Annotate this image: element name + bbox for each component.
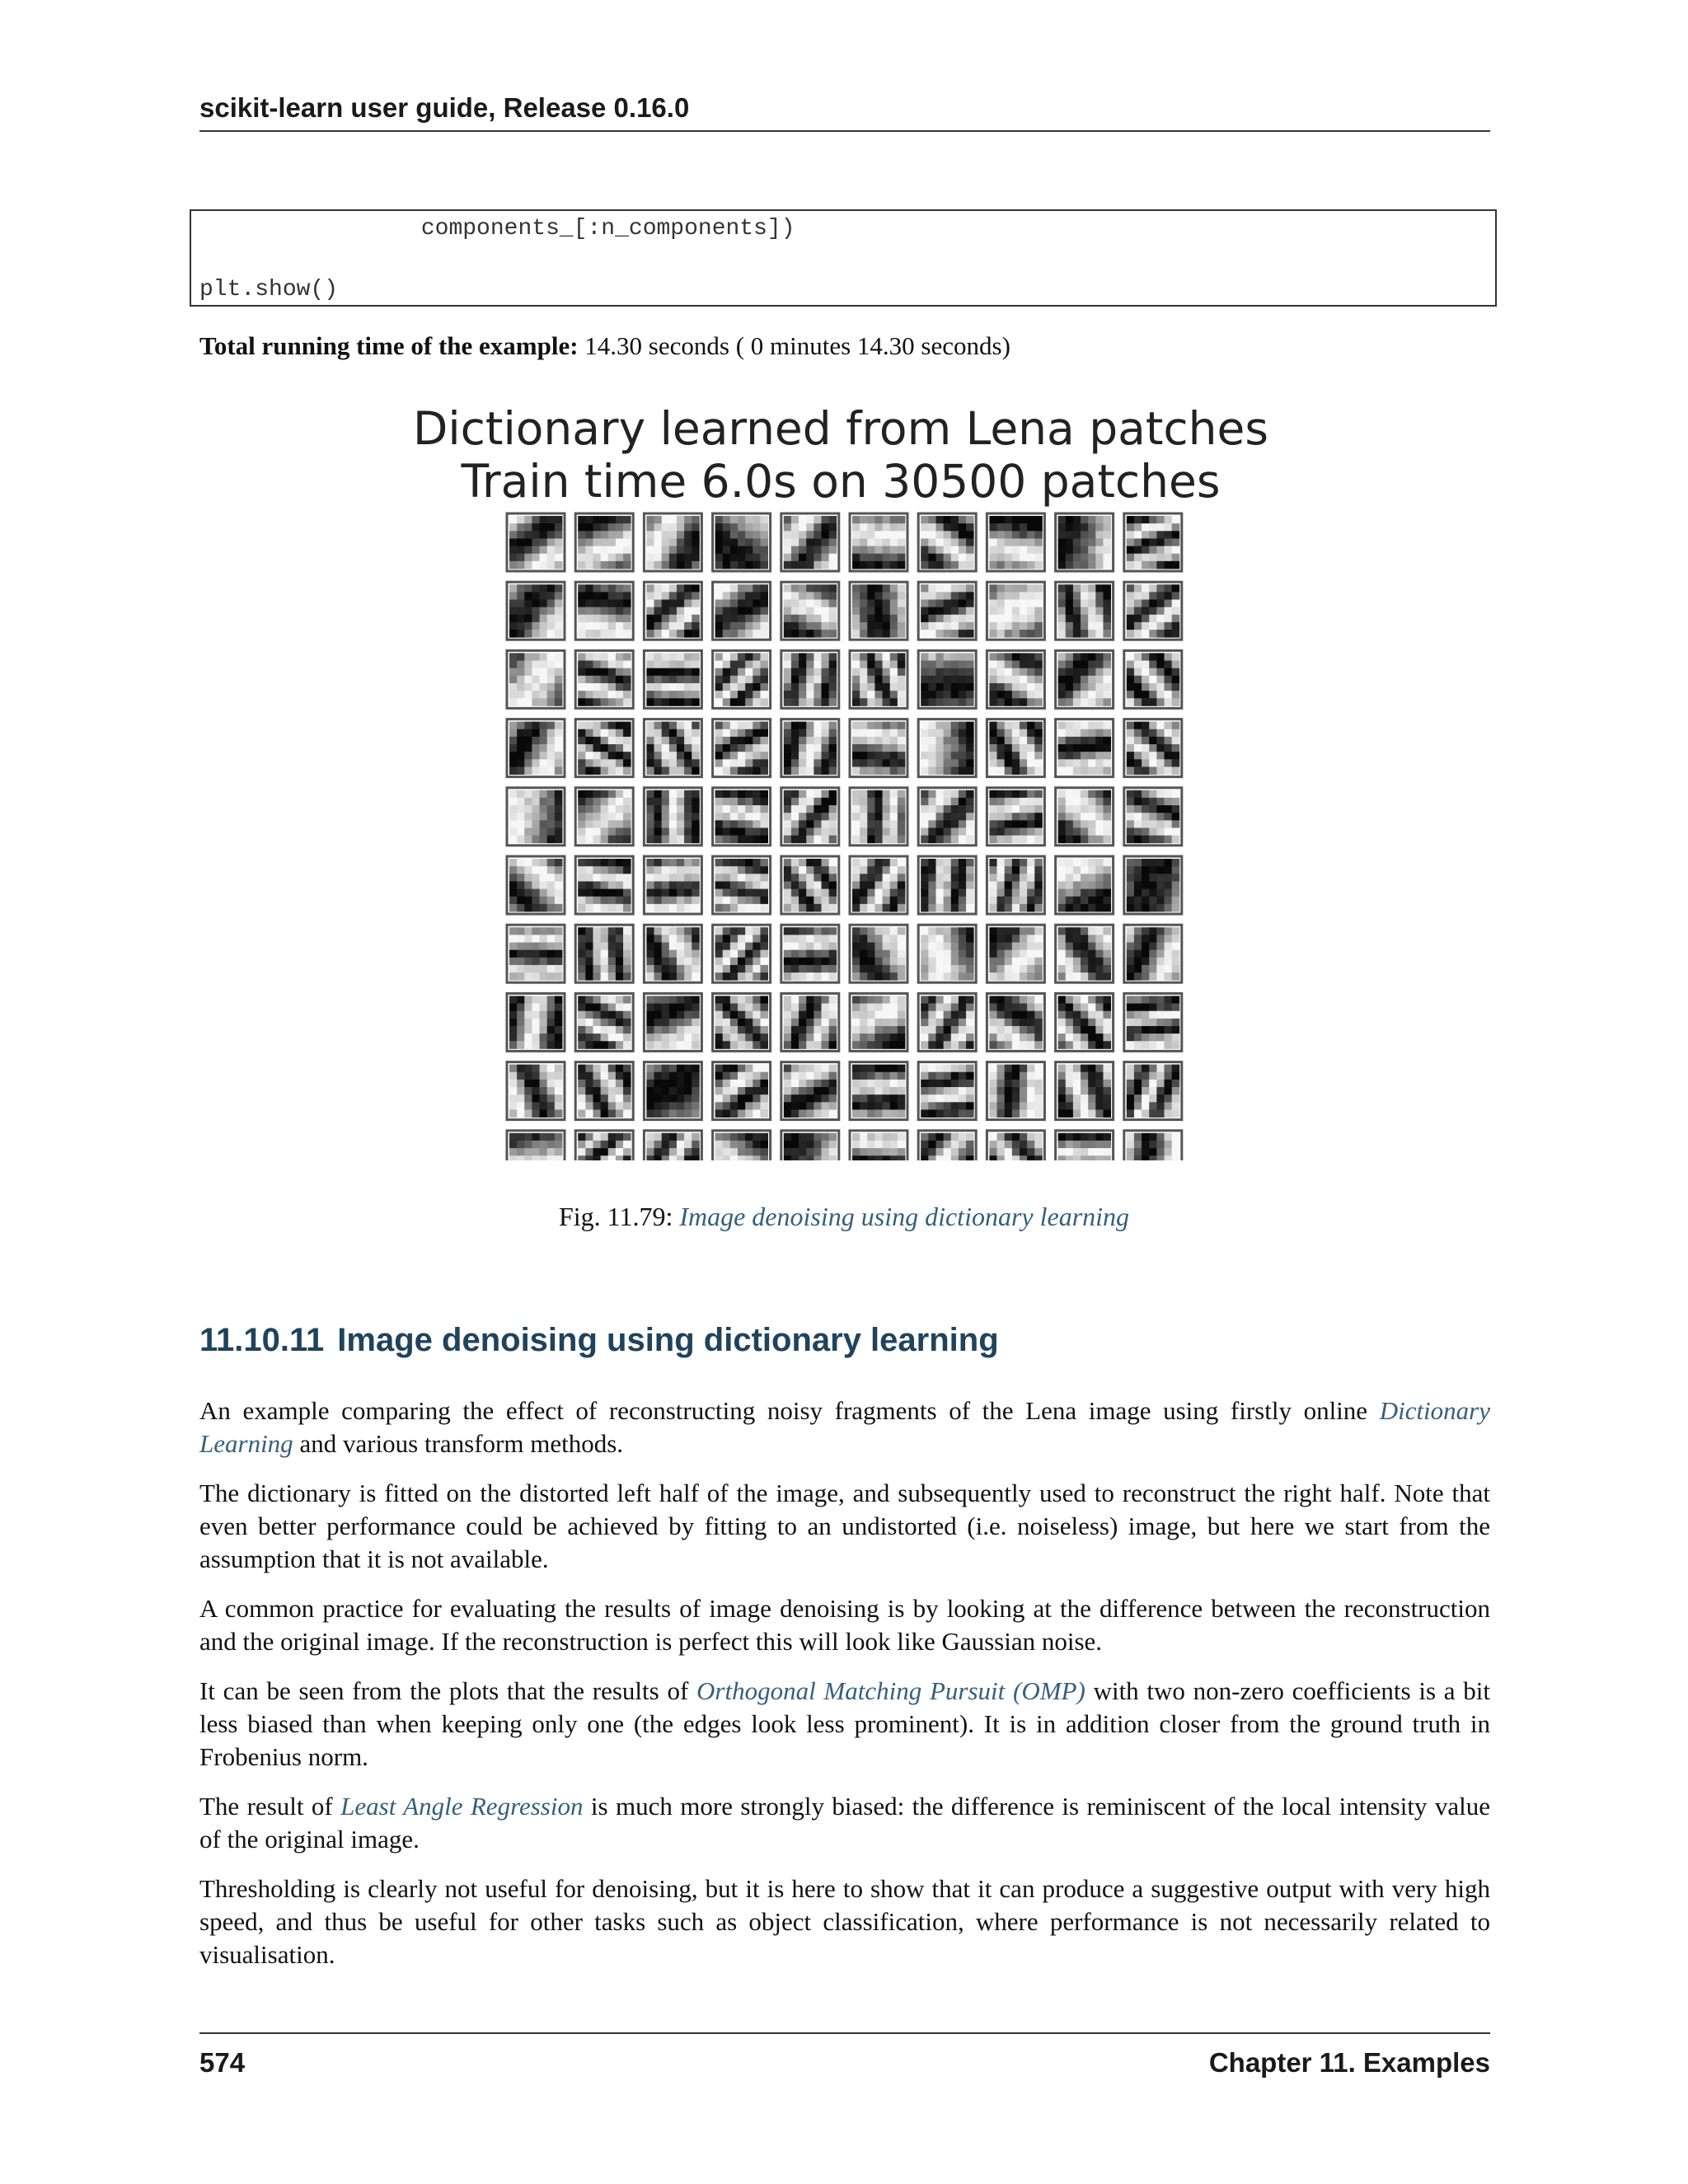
dictionary-patch	[507, 582, 565, 640]
dictionary-patch	[850, 788, 907, 846]
section-heading	[199, 1322, 999, 1359]
dictionary-patch	[850, 650, 907, 708]
dictionary-patch	[987, 513, 1044, 571]
dictionary-patch	[507, 1062, 565, 1120]
running-time-label: Total running time of the example:	[199, 331, 579, 360]
dictionary-patch	[781, 650, 839, 708]
dictionary-patch	[850, 925, 907, 982]
dictionary-patch	[850, 856, 907, 914]
figure-caption-prefix: Fig. 11.79:	[558, 1202, 680, 1231]
page-number: 574	[199, 2047, 246, 2078]
dictionary-patch	[1124, 993, 1182, 1051]
dictionary-patch	[781, 788, 839, 846]
section-title: Image denoising using dictionary learning	[337, 1322, 999, 1358]
dictionary-patch	[644, 993, 701, 1051]
dictionary-learning-link[interactable]: Dictionary Learning	[199, 1396, 1490, 1458]
dictionary-patch	[918, 513, 976, 571]
dictionary-patch	[575, 856, 633, 914]
dictionary-patch	[713, 856, 771, 914]
dictionary-patch	[713, 1062, 771, 1120]
dictionary-patch	[987, 925, 1044, 982]
dictionary-patch	[713, 925, 771, 982]
page-footer	[199, 2032, 1490, 2078]
figure-title-line: Dictionary learned from Lena patches	[413, 402, 1268, 455]
dictionary-patch	[1056, 925, 1114, 982]
chapter-label: Chapter 11. Examples	[1208, 2047, 1490, 2078]
paragraph	[199, 1675, 1490, 1774]
paragraph: A common practice for evaluating the results of image denoising is by looking at the difference between the reconstruction and the original image. If the reconstruction is perfect this will look like Gaussian noise.	[199, 1594, 1490, 1656]
dictionary-patch	[918, 856, 976, 914]
dictionary-patch	[781, 719, 839, 777]
dictionary-patch	[918, 993, 976, 1051]
dictionary-patch	[781, 856, 839, 914]
dictionary-patch	[507, 856, 565, 914]
dictionary-patch	[1056, 993, 1114, 1051]
dictionary-patch	[1124, 925, 1182, 982]
dictionary-patch	[575, 582, 633, 640]
dictionary-patch	[575, 719, 633, 777]
dictionary-patch	[781, 1062, 839, 1120]
dictionary-patch	[644, 1062, 701, 1120]
code-block	[190, 209, 1497, 307]
dictionary-patch	[713, 719, 771, 777]
dictionary-patch	[644, 1131, 701, 1160]
dictionary-patch	[575, 993, 633, 1051]
dictionary-patch	[850, 582, 907, 640]
dictionary-patch	[1124, 513, 1182, 571]
dictionary-patch	[918, 1062, 976, 1120]
dictionary-patch	[575, 925, 633, 982]
dictionary-patch	[987, 719, 1044, 777]
dictionary-patch	[507, 1131, 565, 1160]
dictionary-patch	[850, 513, 907, 571]
dictionary-patch	[507, 650, 565, 708]
dictionary-patch	[1056, 513, 1114, 571]
dictionary-patch	[918, 650, 976, 708]
dictionary-patch	[1124, 856, 1182, 914]
dictionary-patch	[987, 582, 1044, 640]
dictionary-patch	[644, 788, 701, 846]
least-angle-regression-link[interactable]: Least Angle Regression	[340, 1792, 584, 1821]
code-line: components_[:n_components])	[199, 216, 795, 241]
dictionary-patch	[644, 719, 701, 777]
dictionary-patch	[507, 513, 565, 571]
dictionary-patch	[1124, 582, 1182, 640]
running-header	[199, 92, 1490, 132]
dictionary-patch	[781, 513, 839, 571]
figure-title-line: Train time 6.0s on 30500 patches	[461, 455, 1221, 508]
dictionary-patch	[850, 719, 907, 777]
dictionary-patch	[987, 1062, 1044, 1120]
paragraph-text: and various transform methods.	[293, 1429, 624, 1458]
dictionary-patch	[1056, 582, 1114, 640]
dictionary-patch	[713, 1131, 771, 1160]
dictionary-patch	[575, 513, 633, 571]
dictionary-patch	[575, 650, 633, 708]
dictionary-patch	[644, 925, 701, 982]
dictionary-patch	[987, 856, 1044, 914]
dictionary-patch	[1056, 719, 1114, 777]
dictionary-patch	[507, 993, 565, 1051]
dictionary-patch	[781, 582, 839, 640]
dictionary-patch	[713, 582, 771, 640]
dictionary-patch	[507, 788, 565, 846]
dictionary-patch	[1056, 856, 1114, 914]
dictionary-patch	[918, 788, 976, 846]
dictionary-patch	[644, 513, 701, 571]
dictionary-patch	[987, 993, 1044, 1051]
dictionary-patch	[987, 650, 1044, 708]
paragraph-text: The result of	[199, 1792, 341, 1821]
dictionary-patch	[918, 719, 976, 777]
dictionary-patch	[713, 993, 771, 1051]
dictionary-patch	[713, 513, 771, 571]
dictionary-patch	[918, 1131, 976, 1160]
paragraph-text: An example comparing the effect of reconstructing noisy fragments of the Lena image using firstly online	[199, 1396, 1380, 1425]
dictionary-patch	[1056, 650, 1114, 708]
dictionary-patch	[850, 1062, 907, 1120]
omp-link[interactable]: Orthogonal Matching Pursuit (OMP)	[696, 1676, 1085, 1705]
dictionary-patch	[713, 788, 771, 846]
dictionary-patch	[644, 856, 701, 914]
running-time	[199, 331, 1010, 361]
dictionary-patch	[1124, 788, 1182, 846]
dictionary-patch	[507, 719, 565, 777]
dictionary-patch	[987, 788, 1044, 846]
paragraph	[199, 1790, 1490, 1856]
dictionary-patch	[575, 1062, 633, 1120]
paragraph-text: is much more strongly biased: the difference is reminiscent of the local intensity value of the original image.	[199, 1792, 1490, 1854]
dictionary-patch	[781, 1131, 839, 1160]
code-line: plt.show()	[199, 277, 339, 302]
dictionary-patch	[713, 650, 771, 708]
dictionary-patch	[1124, 719, 1182, 777]
dictionary-patch	[1056, 1131, 1114, 1160]
dictionary-patch	[644, 650, 701, 708]
dictionary-patch	[918, 925, 976, 982]
section-number: 11.10.11	[199, 1322, 325, 1358]
dictionary-patch	[1124, 1131, 1182, 1160]
dictionary-patch	[1124, 650, 1182, 708]
dictionary-patch	[781, 993, 839, 1051]
dictionary-patch	[644, 582, 701, 640]
running-time-value: 14.30 seconds ( 0 minutes 14.30 seconds)	[584, 331, 1010, 360]
dictionary-patch	[987, 1131, 1044, 1160]
dictionary-patch	[507, 925, 565, 982]
dictionary-patch	[1124, 1062, 1182, 1120]
header-title: scikit-learn user guide, Release 0.16.0	[199, 92, 690, 123]
section-body	[199, 1394, 1490, 1988]
paragraph-text: with two non-zero coefficients is a bit less biased than when keeping only one (the edges look less prominent). It is in addition closer from the ground truth in Frobenius norm.	[199, 1676, 1490, 1771]
dictionary-patch-grid	[503, 509, 1187, 1160]
dictionary-patch	[575, 1131, 633, 1160]
dictionary-patch	[575, 788, 633, 846]
paragraph: The dictionary is fitted on the distorted left half of the image, and subsequently used to reconstruct the right half. Note that even better performance could be achieved by fitting to an undistorted (i.e. noiseless) image, but here we start from the assumption that it is not available.	[199, 1479, 1490, 1573]
dictionary-patch	[850, 993, 907, 1051]
dictionary-patch	[1056, 788, 1114, 846]
dictionary-patch	[1056, 1062, 1114, 1120]
dictionary-patch	[918, 582, 976, 640]
figure-caption-link[interactable]: Image denoising using dictionary learning	[679, 1202, 1130, 1231]
paragraph-text: It can be seen from the plots that the results of	[199, 1676, 697, 1705]
paragraph	[199, 1394, 1490, 1460]
figure-title	[412, 402, 1269, 508]
figure-caption	[0, 1202, 1688, 1232]
dictionary-patch	[850, 1131, 907, 1160]
dictionary-patch	[781, 925, 839, 982]
paragraph: Thresholding is clearly not useful for denoising, but it is here to show that it can produce a suggestive output with very high speed, and thus be useful for other tasks such as object classification, where performance is not necessarily related to visualisation.	[199, 1874, 1490, 1969]
